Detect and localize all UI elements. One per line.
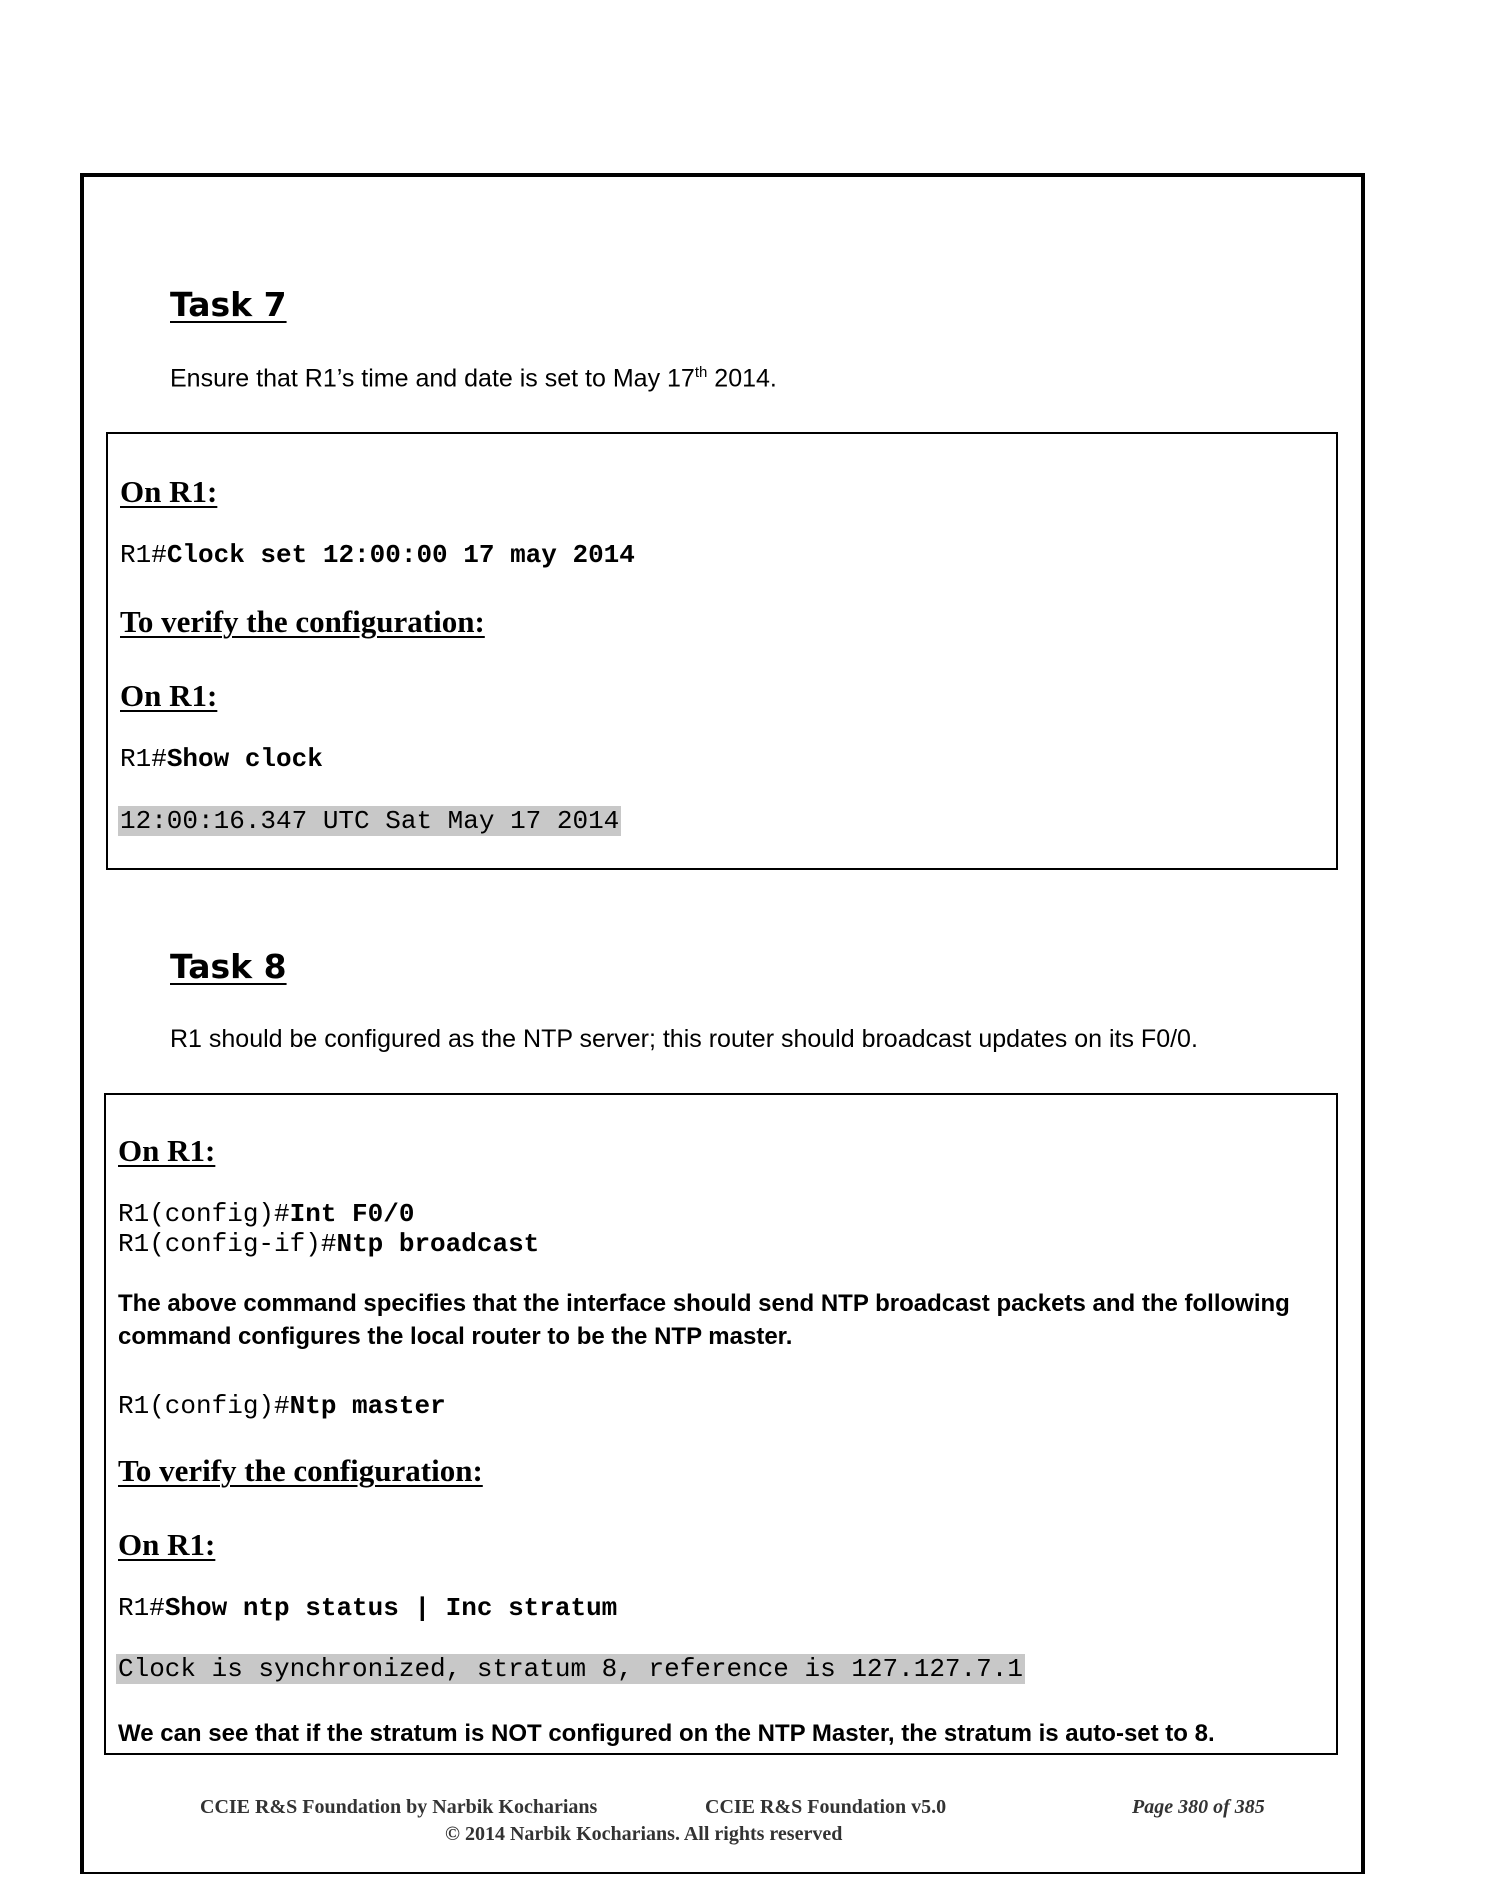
task7-clock-set-command — [120, 540, 635, 570]
task8-on-r1-header: On R1: — [118, 1133, 216, 1168]
command-text: Show clock — [166, 744, 323, 774]
task7-solution-box — [106, 432, 1338, 870]
command-prompt: R1# — [120, 540, 167, 570]
task8-ntp-master-command — [118, 1391, 446, 1421]
task8-title: Task 8 — [170, 947, 287, 986]
task7-desc-before: Ensure that R1’s time and date is set to May 17 — [170, 364, 695, 393]
task7-show-clock-command — [120, 744, 323, 774]
command-prompt: R1(config)# — [118, 1199, 290, 1229]
command-text: Ntp master — [289, 1391, 446, 1421]
task7-description — [170, 364, 777, 393]
command-text: Show ntp status | Inc stratum — [164, 1593, 618, 1623]
task7-clock-output: 12:00:16.347 UTC Sat May 17 2014 — [120, 806, 620, 836]
footer-page-number: Page 380 of 385 — [1132, 1796, 1265, 1818]
command-text: Ntp broadcast — [336, 1229, 540, 1259]
footer-book-title: CCIE R&S Foundation by Narbik Kocharians — [200, 1796, 598, 1818]
task8-on-r1-header-2: On R1: — [118, 1527, 216, 1562]
task7-on-r1-header-2: On R1: — [120, 678, 218, 713]
task8-solution-box — [104, 1093, 1338, 1755]
footer-version: CCIE R&S Foundation v5.0 — [705, 1796, 947, 1818]
command-prompt: R1(config-if)# — [118, 1229, 337, 1259]
task7-verify-header: To verify the configuration: — [120, 604, 485, 639]
task8-verify-header: To verify the configuration: — [118, 1453, 483, 1488]
task8-int-command — [118, 1199, 414, 1229]
command-text: Int F0/0 — [289, 1199, 415, 1229]
task8-description: R1 should be configured as the NTP server; this router should broadcast updates on its F0/0. — [170, 1025, 1198, 1053]
task8-ntp-status-output: Clock is synchronized, stratum 8, reference is 127.127.7.1 — [118, 1654, 1023, 1684]
task7-desc-sup: th — [694, 364, 708, 381]
command-text: Clock set 12:00:00 17 may 2014 — [166, 540, 635, 570]
footer-copyright: © 2014 Narbik Kocharians. All rights reserved — [445, 1823, 843, 1845]
task8-conclusion-note: We can see that if the stratum is NOT configured on the NTP Master, the stratum is auto-set to 8. — [118, 1720, 1215, 1747]
task7-on-r1-header: On R1: — [120, 474, 218, 509]
task8-explanation-note: The above command specifies that the interface should send NTP broadcast packets and the following command configures the local router to be the NTP master. — [118, 1290, 1290, 1350]
command-prompt: R1# — [118, 1593, 165, 1623]
task8-ntp-broadcast-command — [118, 1229, 539, 1259]
task8-show-ntp-command — [118, 1593, 617, 1623]
bottom-rule — [80, 1872, 1365, 1874]
task7-desc-after: 2014. — [707, 364, 777, 393]
task7-title: Task 7 — [170, 285, 287, 324]
command-prompt: R1# — [120, 744, 167, 774]
command-prompt: R1(config)# — [118, 1391, 290, 1421]
